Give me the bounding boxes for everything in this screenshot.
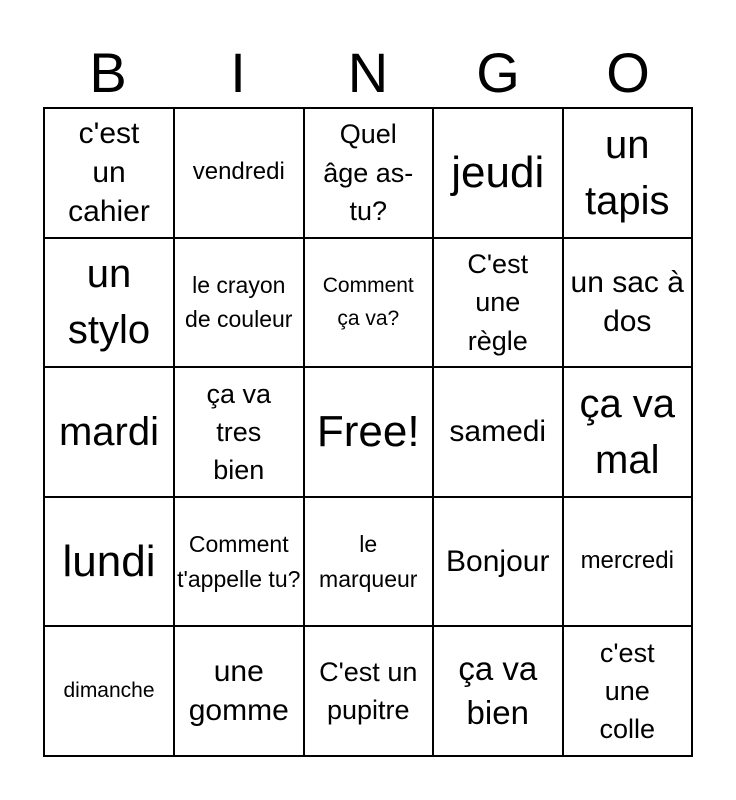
bingo-cell[interactable] — [434, 627, 564, 757]
cell-text: lundi — [62, 537, 156, 586]
cell-text: Comment ça va? — [322, 273, 414, 331]
bingo-cell[interactable] — [564, 368, 694, 498]
header-letter-g: G — [476, 41, 520, 104]
bingo-card — [43, 107, 693, 757]
bingo-cell[interactable] — [434, 368, 564, 498]
cell-text: un sac à dos — [570, 266, 684, 339]
header-letter-n: N — [347, 41, 389, 104]
cell-text: le marqueur — [319, 531, 418, 592]
cell-text: Quel âge as-tu? — [323, 119, 414, 226]
cell-text: ça va bien — [458, 649, 538, 732]
cell-text: mardi — [58, 409, 160, 454]
bingo-cell[interactable] — [45, 368, 175, 498]
cell-text: jeudi — [451, 148, 545, 198]
bingo-cell[interactable] — [45, 239, 175, 369]
cell-text: mercredi — [580, 547, 674, 575]
bingo-cell[interactable] — [45, 627, 175, 757]
bingo-cell[interactable] — [434, 498, 564, 628]
bingo-header — [43, 40, 693, 106]
bingo-cell[interactable] — [564, 239, 694, 369]
cell-text: un stylo — [67, 252, 151, 353]
free-space-label: Free! — [316, 407, 420, 457]
bingo-cell[interactable] — [434, 109, 564, 239]
cell-text: C'est une règle — [467, 248, 529, 356]
bingo-cell[interactable] — [564, 109, 694, 239]
cell-text: ça va mal — [579, 381, 676, 482]
bingo-cell[interactable] — [175, 498, 305, 628]
bingo-cell[interactable] — [564, 627, 694, 757]
cell-text: C'est un pupitre — [319, 656, 418, 726]
cell-text: vendredi — [192, 158, 285, 186]
cell-text: samedi — [449, 415, 547, 449]
cell-text: dimanche — [63, 679, 155, 703]
cell-text: ça va tres bien — [206, 378, 272, 486]
bingo-cell[interactable] — [305, 109, 435, 239]
bingo-cell[interactable] — [305, 627, 435, 757]
cell-text: Comment t'appelle tu? — [177, 531, 301, 592]
cell-text: c'est une colle — [599, 637, 656, 745]
cell-text: une gomme — [188, 655, 289, 728]
cell-text: c'est un cahier — [68, 117, 150, 229]
cell-text: le crayon de couleur — [185, 271, 293, 333]
bingo-cell[interactable] — [564, 498, 694, 628]
bingo-cell[interactable] — [305, 498, 435, 628]
bingo-cell[interactable] — [175, 627, 305, 757]
header-letter-b: B — [89, 41, 127, 104]
bingo-cell free-cell[interactable] — [305, 368, 435, 498]
bingo-cell[interactable] — [175, 239, 305, 369]
header-letter-o: O — [606, 41, 650, 104]
bingo-cell[interactable] — [175, 109, 305, 239]
bingo-cell[interactable] — [305, 239, 435, 369]
bingo-cell[interactable] — [45, 109, 175, 239]
cell-text: un tapis — [585, 122, 670, 223]
cell-text: Bonjour — [446, 545, 550, 579]
bingo-cell[interactable] — [175, 368, 305, 498]
header-letter-i: I — [230, 41, 246, 104]
bingo-cell[interactable] — [45, 498, 175, 628]
bingo-cell[interactable] — [434, 239, 564, 369]
